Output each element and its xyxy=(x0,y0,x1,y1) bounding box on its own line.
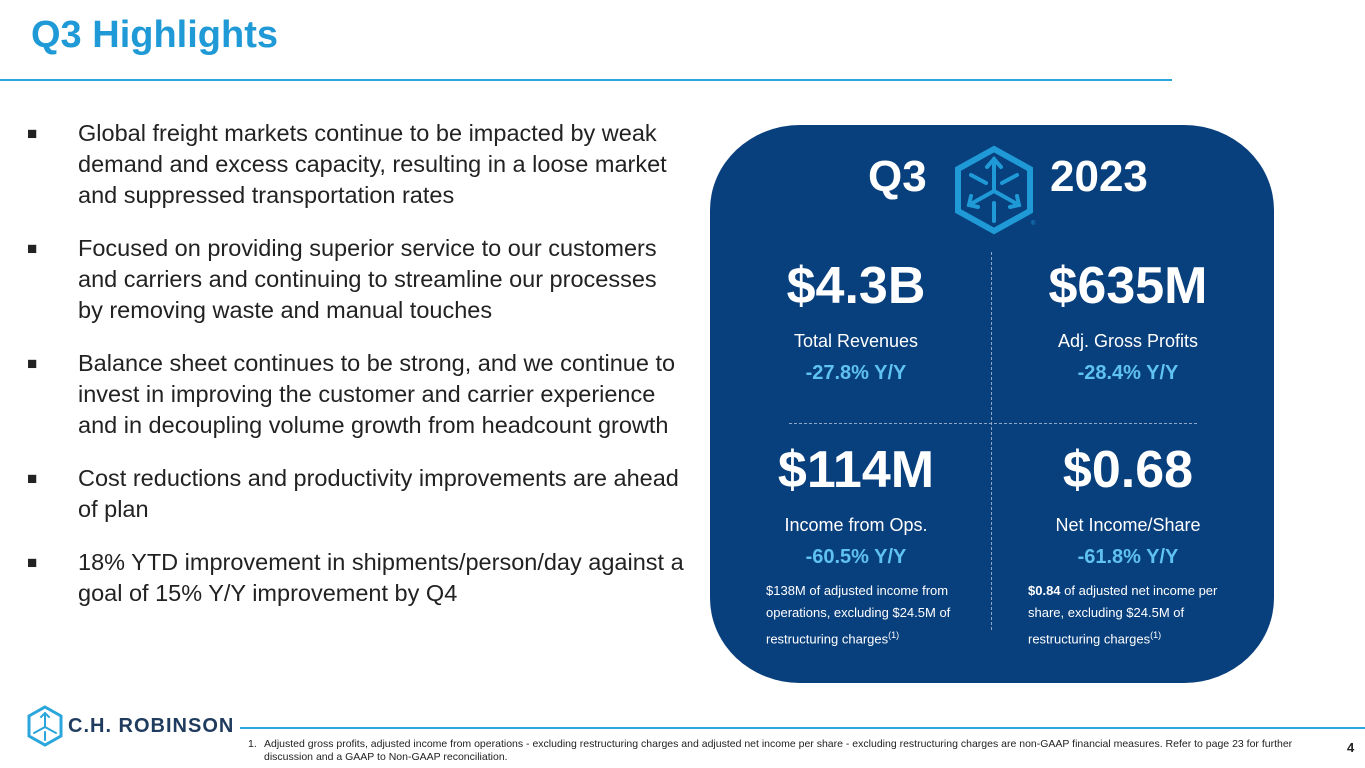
metric-net-income-per-share xyxy=(993,442,1263,570)
page-title: Q3 Highlights xyxy=(31,14,278,56)
metric-total-revenues xyxy=(721,258,991,386)
list-item xyxy=(27,463,687,525)
title-divider xyxy=(0,79,1172,81)
metric-value: $0.68 xyxy=(1062,441,1194,499)
bullet-square-icon: ■ xyxy=(27,469,38,488)
note-bold-value: $0.84 xyxy=(1028,583,1061,598)
note-adjusted-eps xyxy=(1028,580,1246,650)
footnote-ref: (1) xyxy=(1150,630,1162,640)
bullet-text: Global freight markets continue to be impacted by weak demand and excess capacity, resulting in a loose market and suppressed transportation rates xyxy=(78,120,667,208)
panel-year: 2023 xyxy=(1050,152,1148,201)
vertical-divider xyxy=(991,252,992,630)
list-item xyxy=(27,348,687,441)
metric-value: $4.3B xyxy=(786,257,926,315)
bullet-square-icon: ■ xyxy=(27,124,38,143)
svg-text:®: ® xyxy=(1031,221,1036,227)
footnote xyxy=(248,738,1298,764)
metric-label: Income from Ops. xyxy=(784,515,928,535)
metric-change: -28.4% Y/Y xyxy=(1077,362,1179,384)
bullet-square-icon: ■ xyxy=(27,354,38,373)
ch-robinson-cube-icon xyxy=(949,145,1039,240)
bullet-text: Focused on providing superior service to our customers and carriers and continuing to streamline our processes by removing waste and manual touches xyxy=(78,235,657,323)
brand-logo-icon xyxy=(26,705,64,752)
metric-change: -27.8% Y/Y xyxy=(805,362,907,384)
footnote-number: 1. xyxy=(248,738,257,750)
metric-adj-gross-profits xyxy=(993,258,1263,386)
list-item xyxy=(27,118,687,211)
note-text: $138M of adjusted income from operations, excluding $24.5M of restructuring charges xyxy=(766,583,951,647)
page-number: 4 xyxy=(1347,740,1355,755)
note-adjusted-income xyxy=(766,580,984,650)
metric-change: -61.8% Y/Y xyxy=(1077,546,1179,568)
metric-label: Net Income/Share xyxy=(1055,515,1201,535)
metric-value: $635M xyxy=(1048,257,1208,315)
metric-label: Total Revenues xyxy=(793,331,919,351)
panel-quarter: Q3 xyxy=(868,152,927,201)
horizontal-divider xyxy=(789,423,1197,424)
metric-income-from-ops xyxy=(721,442,991,570)
highlights-list xyxy=(27,118,687,631)
bullet-text: Cost reductions and productivity improvements are ahead of plan xyxy=(78,465,679,522)
bullet-text: Balance sheet continues to be strong, and we continue to invest in improving the customer and carrier experience and in decoupling volume growth from headcount growth xyxy=(78,350,676,438)
footnote-ref: (1) xyxy=(888,630,900,640)
bullet-square-icon: ■ xyxy=(27,553,38,572)
metric-change: -60.5% Y/Y xyxy=(805,546,907,568)
note-text: of adjusted net income per share, excluding $24.5M of restructuring charges xyxy=(1028,583,1218,647)
metric-value: $114M xyxy=(777,441,935,499)
brand-name: C.H. ROBINSON xyxy=(68,715,235,737)
footer-divider xyxy=(240,727,1365,729)
bullet-text: 18% YTD improvement in shipments/person/day against a goal of 15% Y/Y improvement by Q4 xyxy=(78,549,684,606)
list-item xyxy=(27,547,687,609)
bullet-square-icon: ■ xyxy=(27,239,38,258)
list-item xyxy=(27,233,687,326)
metric-label: Adj. Gross Profits xyxy=(1057,331,1199,351)
footnote-text: Adjusted gross profits, adjusted income from operations - excluding restructuring charges and adjusted net income per share - excluding restructuring charges are non-GAAP financial measures. Refer to page 23 for further discussion and a GAAP to Non-GAAP reconciliation. xyxy=(264,738,1293,763)
